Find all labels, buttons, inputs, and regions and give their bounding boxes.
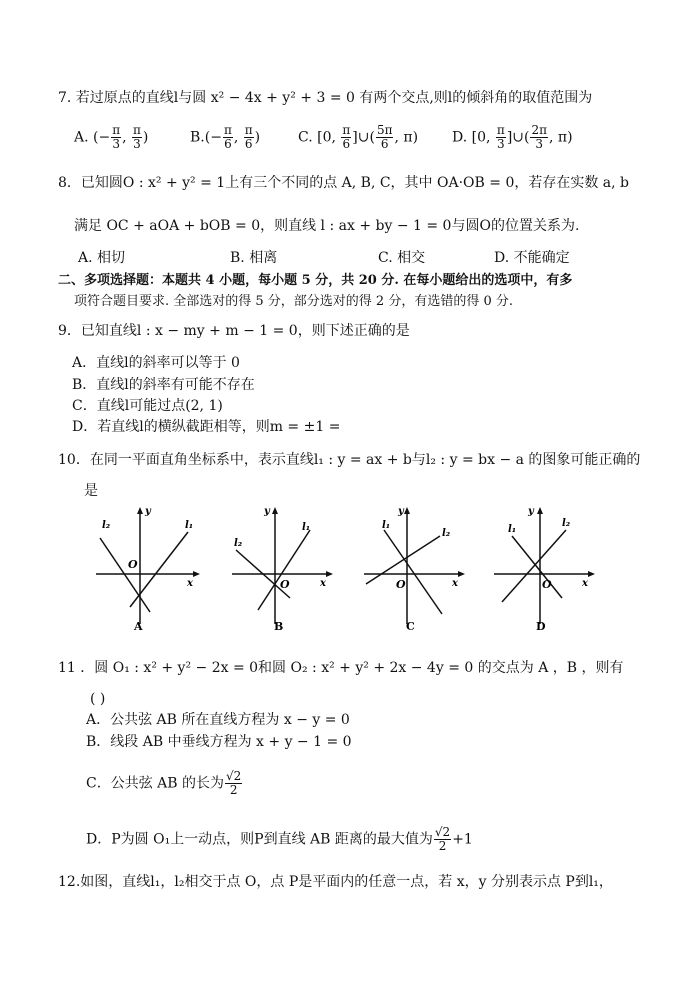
label-y: y: [398, 506, 404, 517]
q9-option-c: C．直线l可能过点(2, 1): [72, 398, 223, 414]
q8-option-c: C. 相交: [378, 250, 426, 266]
label-l1: l₁: [302, 522, 311, 533]
line-l1: [130, 532, 188, 607]
label-origin: O: [542, 578, 552, 591]
label-y: y: [528, 506, 534, 517]
y-axis-arrow: [404, 507, 410, 514]
q9-option-a: A．直线l的斜率可以等于 0: [72, 355, 240, 371]
x-axis-arrow: [588, 571, 595, 577]
x-axis-arrow: [326, 571, 333, 577]
q11-option-d: D．P为圆 O₁上一动点，则P到直线 AB 距离的最大值为 $\frac{√2}{2}$ +1: [86, 825, 473, 853]
q10-stem-cont: 是: [84, 483, 98, 499]
section2-instructions: 项符合题目要求. 全部选对的得 5 分，部分选对的得 2 分，有选错的得 0 分.: [74, 294, 514, 309]
q8-option-b: B. 相离: [230, 250, 278, 266]
graph-label: B: [274, 620, 284, 633]
section2-heading: 二、多项选择题：本题共 4 小题，每小题 5 分，共 20 分. 在每小题给出的选项中，有多: [58, 273, 573, 288]
q8-condition: 满足 OC + aOA + bOB = 0，则直线 l : ax + by − 1 = 0与圆O的位置关系为.: [74, 218, 580, 234]
label-l2: l₂: [442, 528, 451, 539]
q11-option-a: A．公共弦 AB 所在直线方程为 x − y = 0: [86, 712, 350, 728]
q7-option-a: A. (− $\frac{\pi}{3}$ , $\frac{\pi}{3}$ ): [74, 123, 149, 151]
q11-option-c: C．公共弦 AB 的长为 $\frac{√2}{2}$: [86, 769, 242, 797]
graph-label: D: [536, 620, 546, 633]
label-x: x: [187, 578, 193, 589]
q7-option-c: C. [0, $\frac{\pi}{6}$ ]∪( $\frac{5\pi}{6}$ , π): [298, 123, 419, 151]
graph-label: A: [134, 620, 143, 633]
label-l2: l₂: [562, 518, 571, 529]
q10-graph-b: [228, 502, 343, 634]
x-axis-arrow: [458, 571, 465, 577]
q7-stem: 7. 若过原点的直线l与圆 x² − 4x + y² + 3 = 0 有两个交点,则l的倾斜角的取值范围为: [58, 90, 593, 106]
label-l2: l₂: [234, 538, 243, 549]
graph-label: C: [406, 620, 415, 633]
label-origin: O: [128, 558, 138, 571]
q10-graph-d: [490, 502, 605, 634]
q8-option-d: D. 不能确定: [494, 250, 570, 266]
label-y: y: [145, 506, 151, 517]
label-x: x: [582, 578, 588, 589]
q9-stem: 9．已知直线l : x − my + m − 1 = 0，则下述正确的是: [58, 323, 410, 339]
label-x: x: [320, 578, 326, 589]
label-origin: O: [280, 578, 290, 591]
label-l1: l₁: [508, 524, 517, 535]
q12-stem: 12.如图，直线l₁，l₂相交于点 O，点 P是平面内的任意一点，若 x，y 分别表示点 P到l₁，: [58, 874, 613, 890]
q8-stem: 8．已知圆O : x² + y² = 1上有三个不同的点 A, B, C，其中 OA·OB = 0，若存在实数 a, b: [58, 175, 630, 191]
label-y: y: [264, 506, 270, 517]
q11-answer-paren: ( ): [90, 691, 106, 707]
y-axis-arrow: [137, 507, 143, 514]
y-axis-arrow: [272, 507, 278, 514]
label-x: x: [452, 578, 458, 589]
q10-graph-c: [360, 502, 475, 634]
q7-option-b: B.(− $\frac{\pi}{6}$ , $\frac{\pi}{6}$ ): [190, 123, 261, 151]
q7-option-d: D. [0, $\frac{\pi}{3}$ ]∪( $\frac{2\pi}{3}$ , π): [452, 123, 573, 151]
line-l1: [384, 530, 442, 614]
x-axis-arrow: [193, 571, 200, 577]
q8-option-a: A. 相切: [78, 250, 126, 266]
q11-stem: 11 ．圆 O₁ : x² + y² − 2x = 0和圆 O₂ : x² + y² + 2x − 4y = 0 的交点为 A ，B ，则有: [58, 660, 624, 676]
q9-option-d: D．若直线l的横纵截距相等，则m = ±1 =: [72, 419, 341, 435]
q10-stem: 10．在同一平面直角坐标系中，表示直线l₁ : y = ax + b与l₂ : y = bx − a 的图象可能正确的: [58, 452, 641, 468]
label-origin: O: [396, 578, 406, 591]
line-l1: [258, 530, 310, 610]
q11-option-b: B．线段 AB 中垂线方程为 x + y − 1 = 0: [86, 734, 352, 750]
label-l1: l₁: [185, 520, 194, 531]
line-l2: [366, 536, 440, 584]
line-l2: [100, 538, 150, 612]
y-axis-arrow: [537, 507, 543, 514]
label-l2: l₂: [102, 520, 111, 531]
label-l1: l₁: [382, 520, 391, 531]
q9-option-b: B．直线l的斜率有可能不存在: [72, 377, 255, 393]
line-l1: [512, 536, 562, 598]
q10-graph-a: [90, 502, 205, 634]
